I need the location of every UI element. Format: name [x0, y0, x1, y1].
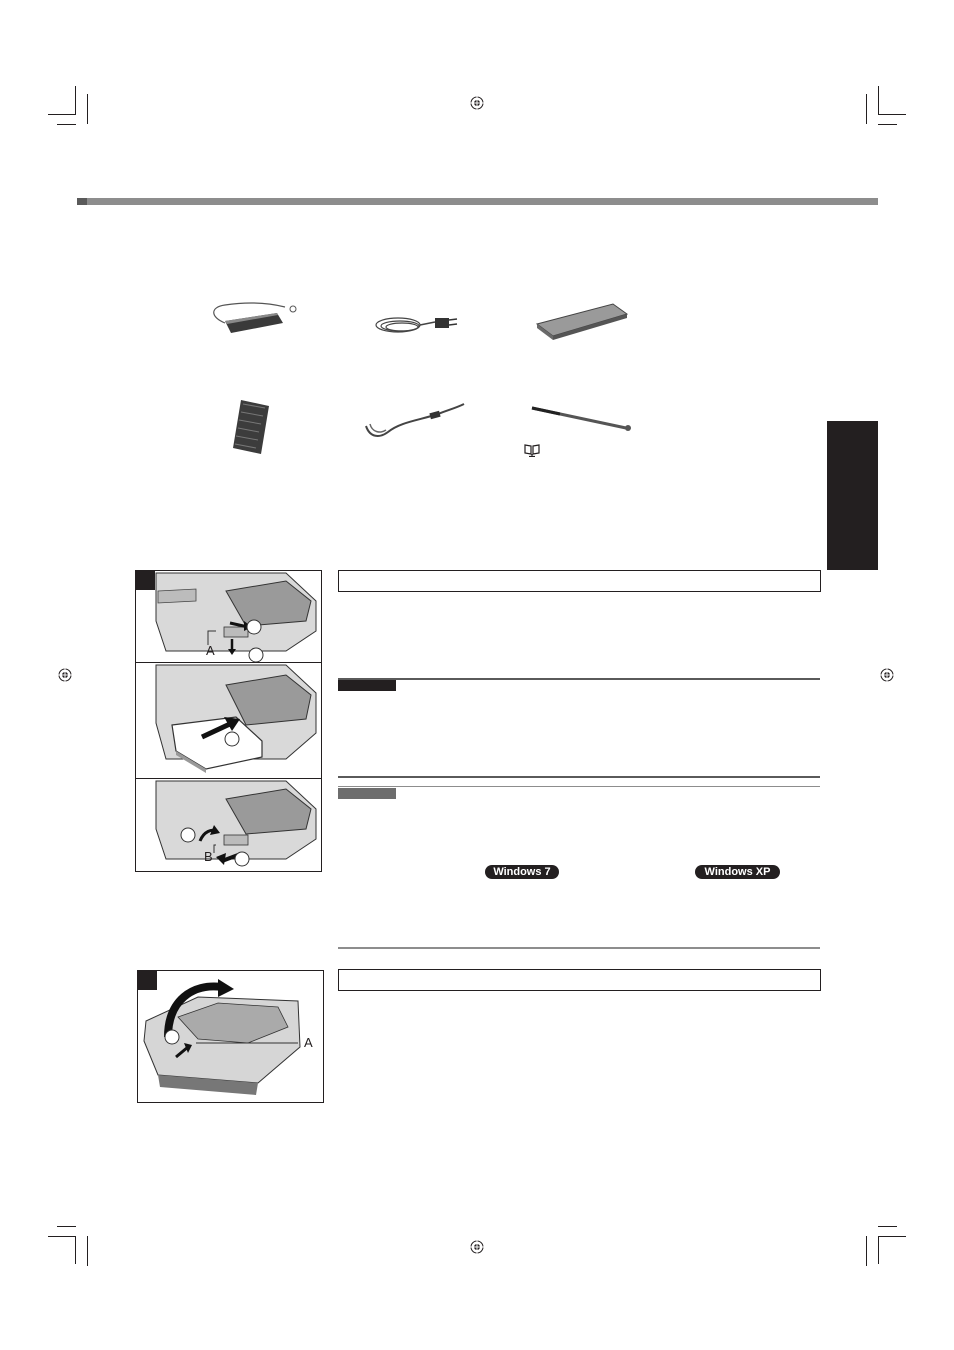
- section-end-rule: [338, 947, 820, 949]
- step-heading-box: [338, 570, 821, 592]
- cloth-illustration: [229, 398, 274, 456]
- crop-mark: [87, 94, 88, 124]
- crop-mark: [87, 1236, 88, 1266]
- step-heading-box: [338, 969, 821, 991]
- crop-mark: [866, 94, 867, 124]
- note-rule: [338, 786, 820, 787]
- crop-mark: [878, 86, 879, 114]
- crop-mark: [866, 1236, 867, 1266]
- computer-bottom-illustration: [136, 571, 321, 663]
- battery-lock-illustration: [136, 779, 321, 871]
- reference-manual-icon: [524, 443, 540, 457]
- chapter-side-tab: [827, 421, 878, 570]
- battery-figure-panel-2: [135, 662, 322, 780]
- registration-mark-icon: [470, 96, 484, 110]
- battery-pack-illustration: [533, 300, 631, 342]
- crop-mark: [57, 1226, 76, 1227]
- title-rule: [77, 198, 878, 205]
- section-rule: [338, 776, 820, 778]
- callout-label-a: A: [304, 1035, 313, 1050]
- crop-mark: [75, 1236, 76, 1264]
- crop-mark: [878, 124, 897, 125]
- open-display-figure-panel: [137, 970, 324, 1103]
- open-display-illustration: [138, 971, 323, 1102]
- tether-illustration: [360, 402, 468, 442]
- ac-adaptor-illustration: [205, 297, 305, 342]
- registration-mark-icon: [58, 668, 72, 682]
- note-tag: [338, 788, 396, 799]
- battery-insert-illustration: [136, 663, 321, 779]
- battery-figure-panel-1: [135, 570, 322, 664]
- registration-mark-icon: [880, 668, 894, 682]
- callout-label-b: B: [204, 849, 213, 864]
- crop-mark: [878, 1226, 897, 1227]
- crop-mark: [878, 1236, 906, 1237]
- crop-mark: [878, 1236, 879, 1264]
- crop-mark: [48, 114, 76, 115]
- crop-mark: [57, 124, 76, 125]
- stylus-pen-illustration: [530, 402, 634, 434]
- registration-mark-icon: [470, 1240, 484, 1254]
- windows-7-badge: Windows 7: [485, 865, 559, 879]
- crop-mark: [878, 114, 906, 115]
- caution-rule: [338, 678, 820, 680]
- ac-cord-illustration: [373, 310, 463, 340]
- callout-label-a: A: [206, 643, 215, 658]
- crop-mark: [48, 1236, 76, 1237]
- caution-tag: [338, 680, 396, 691]
- battery-figure-panel-3: [135, 778, 322, 872]
- windows-xp-badge: Windows XP: [695, 865, 780, 879]
- crop-mark: [75, 86, 76, 114]
